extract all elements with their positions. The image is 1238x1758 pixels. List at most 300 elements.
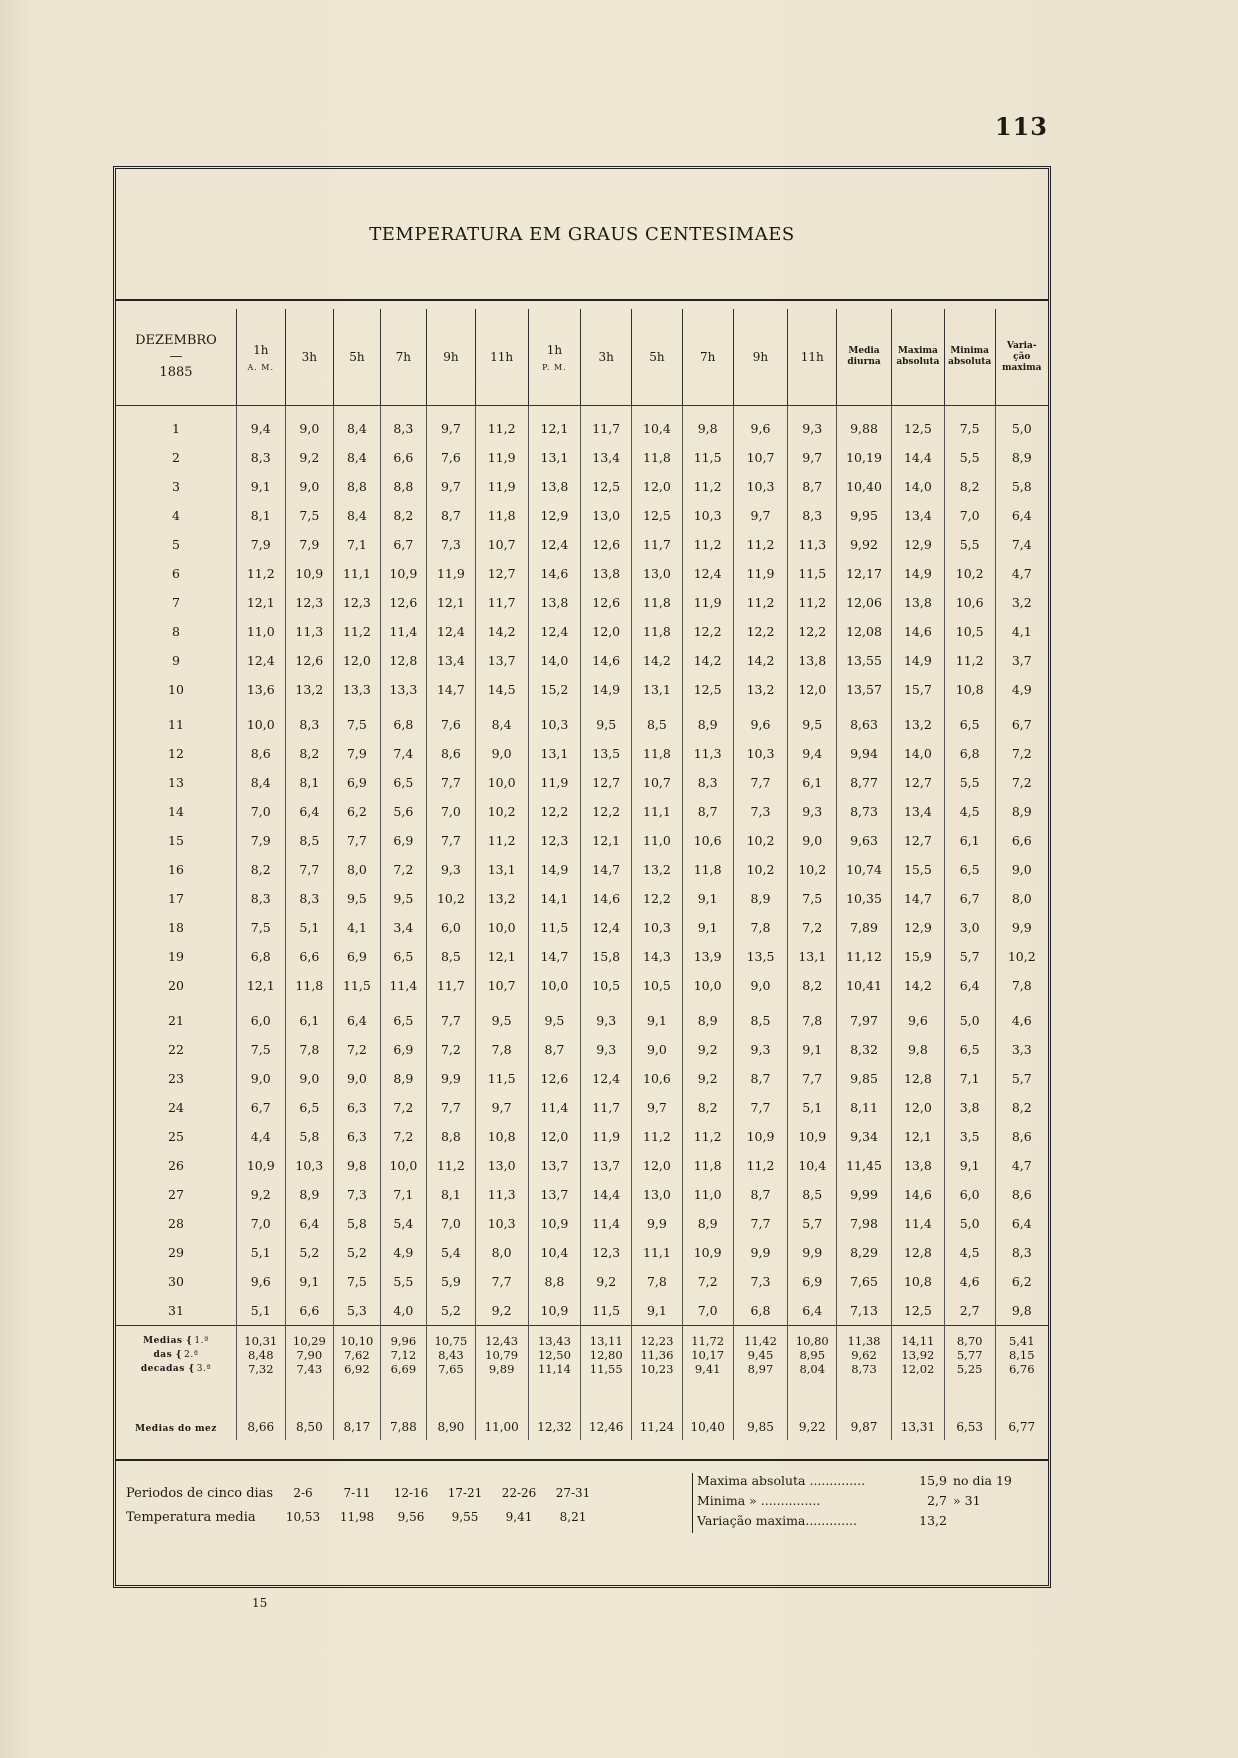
value-cell: 9,1 [632, 1006, 683, 1035]
value-cell: 10,35 [837, 884, 892, 913]
day-cell: 21 [168, 1013, 184, 1028]
periods-block [126, 1481, 600, 1529]
decade-label-line: das { 2.ª [153, 1350, 199, 1360]
value-cell: 9,92 [837, 530, 892, 559]
value-cell: 9,99 [837, 1180, 892, 1209]
value-cell: 8,8 [334, 472, 380, 501]
value-cell: 8,2 [285, 739, 334, 768]
hour-header [236, 309, 285, 406]
value-cell: 10,0 [380, 1151, 426, 1180]
table-row [116, 913, 1048, 942]
value-cell: 11,2 [682, 530, 733, 559]
decade-mean-cell [632, 1326, 683, 1385]
value-cell: 8,1 [236, 501, 285, 530]
value-cell: 6,5 [380, 1006, 426, 1035]
value-cell: 9,9 [632, 1209, 683, 1238]
value-cell: 11,8 [632, 617, 683, 646]
value-cell: 10,9 [788, 1122, 837, 1151]
value-cell: 7,7 [733, 1209, 788, 1238]
value-cell: 4,5 [944, 797, 995, 826]
value-cell: 5,9 [427, 1267, 476, 1296]
value-cell: 8,1 [427, 1180, 476, 1209]
month-mean-cell: 8,66 [236, 1384, 285, 1440]
table-row [116, 1122, 1048, 1151]
value-cell: 11,2 [944, 646, 995, 675]
decade-mean-cell [944, 1326, 995, 1385]
value-cell: 9,1 [788, 1035, 837, 1064]
value-cell: 9,8 [891, 1035, 944, 1064]
decade-mean-cell [995, 1326, 1048, 1385]
month-means-row [116, 1384, 1048, 1440]
value-cell: 4,0 [380, 1296, 426, 1326]
decade-marker: 3.ª [196, 1364, 212, 1374]
month-mean-cell: 13,31 [891, 1384, 944, 1440]
value-cell: 14,4 [581, 1180, 632, 1209]
temp-media-label: Temperatura media [126, 1509, 256, 1525]
value-cell: 11,7 [581, 406, 632, 444]
value-cell: 6,3 [334, 1093, 380, 1122]
value-cell: 14,9 [528, 855, 581, 884]
decade-mean-value: 7,32 [247, 1362, 274, 1376]
decade-mean-cell [837, 1326, 892, 1385]
value-cell: 12,6 [380, 588, 426, 617]
value-cell: 12,1 [427, 588, 476, 617]
value-cell: 14,6 [891, 1180, 944, 1209]
day-cell: 10 [168, 682, 184, 697]
variacao-line: ção [1013, 351, 1031, 362]
value-cell: 9,1 [236, 472, 285, 501]
value-cell: 10,2 [995, 942, 1048, 971]
period-temp: 9,56 [397, 1510, 425, 1524]
value-cell: 8,7 [788, 472, 837, 501]
value-cell: 10,7 [632, 768, 683, 797]
table-title: TEMPERATURA EM GRAUS CENTESIMAES [369, 224, 795, 245]
table-row [116, 710, 1048, 739]
value-cell: 9,2 [475, 1296, 528, 1326]
value-cell: 5,8 [285, 1122, 334, 1151]
decade-mean-value: 11,38 [847, 1334, 881, 1348]
value-cell: 12,7 [475, 559, 528, 588]
value-cell: 10,3 [733, 472, 788, 501]
value-cell: 9,9 [427, 1064, 476, 1093]
value-cell: 9,5 [788, 710, 837, 739]
decade-mean-value: 11,42 [744, 1334, 777, 1348]
value-cell: 10,0 [475, 768, 528, 797]
decade-mean-value: 10,23 [640, 1362, 674, 1376]
value-cell: 5,1 [788, 1093, 837, 1122]
value-cell: 5,2 [334, 1238, 380, 1267]
value-cell: 11,3 [285, 617, 334, 646]
value-cell: 6,7 [944, 884, 995, 913]
month-mean-cell: 6,53 [944, 1384, 995, 1440]
value-cell: 4,9 [995, 675, 1048, 704]
table-row [116, 406, 1048, 444]
value-cell: 12,7 [581, 768, 632, 797]
period-range: 27-31 [555, 1486, 591, 1500]
value-cell: 12,1 [891, 1122, 944, 1151]
value-cell: 13,8 [891, 588, 944, 617]
value-cell: 10,5 [581, 971, 632, 1000]
value-cell: 9,0 [285, 472, 334, 501]
value-cell: 12,1 [236, 588, 285, 617]
value-cell: 10,3 [528, 710, 581, 739]
value-cell: 3,5 [944, 1122, 995, 1151]
value-cell: 7,9 [236, 530, 285, 559]
decade-mean-cell [581, 1326, 632, 1385]
value-cell: 11,4 [380, 971, 426, 1000]
value-cell: 10,2 [788, 855, 837, 884]
decade-mean-value: 10,29 [292, 1334, 326, 1348]
decade-label-text: decadas [140, 1364, 185, 1374]
value-cell: 13,3 [334, 675, 380, 704]
value-cell: 5,1 [236, 1296, 285, 1326]
value-cell: 7,7 [427, 768, 476, 797]
value-cell: 11,9 [427, 559, 476, 588]
value-cell: 12,3 [285, 588, 334, 617]
decade-label-line: decadas { 3.ª [140, 1364, 212, 1374]
value-cell: 4,7 [995, 559, 1048, 588]
value-cell: 14,2 [891, 971, 944, 1000]
value-cell: 14,2 [733, 646, 788, 675]
value-cell: 10,40 [837, 472, 892, 501]
value-cell: 9,34 [837, 1122, 892, 1151]
value-cell: 7,2 [380, 1122, 426, 1151]
decade-mean-value: 8,15 [1008, 1348, 1035, 1362]
value-cell: 8,5 [733, 1006, 788, 1035]
value-cell: 8,5 [632, 710, 683, 739]
value-cell: 9,94 [837, 739, 892, 768]
value-cell: 15,9 [891, 942, 944, 971]
decade-mean-value: 9,96 [390, 1334, 417, 1348]
decade-mean-value: 13,43 [537, 1334, 571, 1348]
value-cell: 8,7 [682, 797, 733, 826]
value-cell: 5,7 [788, 1209, 837, 1238]
value-cell: 9,1 [944, 1151, 995, 1180]
table-row [116, 1209, 1048, 1238]
value-cell: 8,0 [995, 884, 1048, 913]
hour-label: 5h [649, 350, 665, 364]
value-cell: 11,8 [285, 971, 334, 1000]
value-cell: 6,6 [285, 1296, 334, 1326]
value-cell: 12,5 [891, 1296, 944, 1326]
hour-header [788, 309, 837, 406]
value-cell: 6,9 [380, 1035, 426, 1064]
header-row [116, 309, 1048, 406]
period-temp: 9,55 [451, 1510, 479, 1524]
table-row [116, 1151, 1048, 1180]
value-cell: 8,6 [995, 1180, 1048, 1209]
period-temp: 8,21 [559, 1510, 587, 1524]
value-cell: 9,5 [380, 884, 426, 913]
table-row [116, 826, 1048, 855]
value-cell: 7,8 [475, 1035, 528, 1064]
value-cell: 10,6 [944, 588, 995, 617]
value-cell: 9,4 [236, 406, 285, 444]
month-header [116, 309, 236, 406]
period-temp: 9,41 [505, 1510, 533, 1524]
table-row [116, 559, 1048, 588]
value-cell: 11,8 [632, 739, 683, 768]
value-cell: 7,2 [995, 739, 1048, 768]
value-cell: 9,3 [581, 1035, 632, 1064]
value-cell: 11,1 [334, 559, 380, 588]
value-cell: 11,2 [733, 530, 788, 559]
value-cell: 9,8 [995, 1296, 1048, 1326]
value-cell: 13,0 [475, 1151, 528, 1180]
day-cell: 20 [168, 978, 184, 993]
day-cell: 6 [172, 566, 180, 581]
value-cell: 7,7 [334, 826, 380, 855]
decade-mean-value: 5,25 [956, 1362, 983, 1376]
value-cell: 10,9 [380, 559, 426, 588]
value-cell: 4,6 [944, 1267, 995, 1296]
value-cell: 9,8 [334, 1151, 380, 1180]
value-cell: 5,4 [427, 1238, 476, 1267]
decade-mean-value: 9,45 [747, 1348, 774, 1362]
value-cell: 13,0 [632, 1180, 683, 1209]
value-cell: 12,8 [891, 1064, 944, 1093]
value-cell: 5,5 [380, 1267, 426, 1296]
signature-mark: 15 [252, 1596, 268, 1610]
value-cell: 8,8 [380, 472, 426, 501]
decade-mean-value: 5,41 [1008, 1334, 1035, 1348]
day-cell: 29 [168, 1245, 184, 1260]
value-cell: 12,2 [632, 884, 683, 913]
value-cell: 5,3 [334, 1296, 380, 1326]
value-cell: 8,5 [285, 826, 334, 855]
value-cell: 6,5 [380, 942, 426, 971]
value-cell: 7,0 [427, 797, 476, 826]
value-cell: 10,6 [632, 1064, 683, 1093]
value-cell: 14,6 [891, 617, 944, 646]
day-cell: 17 [168, 891, 184, 906]
value-cell: 4,7 [995, 1151, 1048, 1180]
value-cell: 6,4 [285, 797, 334, 826]
value-cell: 7,5 [236, 913, 285, 942]
value-cell: 6,5 [285, 1093, 334, 1122]
value-cell: 11,8 [682, 1151, 733, 1180]
bottom-rule [116, 1459, 1048, 1461]
value-cell: 8,2 [380, 501, 426, 530]
decade-mean-value: 13,92 [901, 1348, 935, 1362]
month-label: DEZEMBRO [135, 333, 217, 348]
value-cell: 9,0 [995, 855, 1048, 884]
value-cell: 6,8 [236, 942, 285, 971]
value-cell: 9,0 [733, 971, 788, 1000]
value-cell: 7,9 [236, 826, 285, 855]
value-cell: 10,3 [632, 913, 683, 942]
value-cell: 15,8 [581, 942, 632, 971]
extreme-value: 13,2 [919, 1513, 947, 1528]
value-cell: 11,2 [632, 1122, 683, 1151]
value-cell: 13,7 [528, 1180, 581, 1209]
decade-mean-value: 9,62 [851, 1348, 877, 1362]
value-cell: 11,9 [581, 1122, 632, 1151]
value-cell: 12,8 [380, 646, 426, 675]
value-cell: 12,0 [632, 1151, 683, 1180]
day-cell: 11 [168, 717, 184, 732]
decade-mean-cell [334, 1326, 380, 1385]
value-cell: 7,1 [380, 1180, 426, 1209]
value-cell: 13,4 [891, 797, 944, 826]
value-cell: 7,7 [733, 1093, 788, 1122]
hour-header [334, 309, 380, 406]
value-cell: 10,3 [475, 1209, 528, 1238]
value-cell: 3,4 [380, 913, 426, 942]
value-cell: 7,98 [837, 1209, 892, 1238]
decade-mean-value: 12,43 [485, 1334, 519, 1348]
value-cell: 12,2 [682, 617, 733, 646]
value-cell: 6,5 [944, 710, 995, 739]
value-cell: 9,0 [334, 1064, 380, 1093]
value-cell: 12,08 [837, 617, 892, 646]
value-cell: 12,6 [581, 588, 632, 617]
table-row [116, 1035, 1048, 1064]
value-cell: 10,2 [944, 559, 995, 588]
value-cell: 10,0 [528, 971, 581, 1000]
value-cell: 13,55 [837, 646, 892, 675]
value-cell: 11,5 [334, 971, 380, 1000]
value-cell: 8,2 [682, 1093, 733, 1122]
table-row [116, 768, 1048, 797]
value-cell: 12,0 [788, 675, 837, 704]
value-cell: 7,5 [788, 884, 837, 913]
extreme-row [697, 1513, 1053, 1533]
decade-mean-cell [380, 1326, 426, 1385]
value-cell: 9,0 [285, 1064, 334, 1093]
value-cell: 3,0 [944, 913, 995, 942]
value-cell: 7,8 [788, 1006, 837, 1035]
value-cell: 6,9 [334, 942, 380, 971]
value-cell: 11,9 [528, 768, 581, 797]
decade-mean-value: 9,89 [488, 1362, 515, 1376]
value-cell: 11,2 [475, 826, 528, 855]
extreme-row [697, 1493, 1053, 1513]
value-cell: 12,1 [581, 826, 632, 855]
value-cell: 13,2 [475, 884, 528, 913]
value-cell: 6,6 [995, 826, 1048, 855]
value-cell: 7,3 [334, 1180, 380, 1209]
value-cell: 12,9 [891, 913, 944, 942]
value-cell: 4,9 [380, 1238, 426, 1267]
value-cell: 13,5 [581, 739, 632, 768]
value-cell: 6,3 [334, 1122, 380, 1151]
value-cell: 5,5 [944, 443, 995, 472]
value-cell: 10,3 [682, 501, 733, 530]
value-cell: 6,4 [788, 1296, 837, 1326]
value-cell: 5,8 [995, 472, 1048, 501]
value-cell: 14,3 [632, 942, 683, 971]
value-cell: 10,4 [528, 1238, 581, 1267]
decade-mean-value: 10,10 [340, 1334, 374, 1348]
value-cell: 8,11 [837, 1093, 892, 1122]
table-row [116, 530, 1048, 559]
value-cell: 7,65 [837, 1267, 892, 1296]
hour-label: 5h [349, 350, 365, 364]
value-cell: 10,8 [944, 675, 995, 704]
value-cell: 12,9 [528, 501, 581, 530]
value-cell: 6,0 [427, 913, 476, 942]
value-cell: 13,57 [837, 675, 892, 704]
value-cell: 7,4 [380, 739, 426, 768]
decade-mean-cell [682, 1326, 733, 1385]
day-cell: 5 [172, 537, 180, 552]
decade-mean-value: 8,95 [799, 1348, 826, 1362]
value-cell: 8,4 [334, 406, 380, 444]
value-cell: 8,3 [380, 406, 426, 444]
value-cell: 7,6 [427, 710, 476, 739]
value-cell: 13,0 [581, 501, 632, 530]
value-cell: 6,5 [944, 855, 995, 884]
decade-mean-cell [788, 1326, 837, 1385]
value-cell: 9,5 [475, 1006, 528, 1035]
value-cell: 6,7 [380, 530, 426, 559]
month-mean-cell: 6,77 [995, 1384, 1048, 1440]
value-cell: 10,74 [837, 855, 892, 884]
value-cell: 11,9 [475, 472, 528, 501]
value-cell: 9,63 [837, 826, 892, 855]
value-cell: 6,4 [995, 1209, 1048, 1238]
day-cell: 3 [172, 479, 180, 494]
day-cell: 28 [168, 1216, 184, 1231]
value-cell: 7,2 [995, 768, 1048, 797]
value-cell: 11,1 [632, 1238, 683, 1267]
value-cell: 8,9 [380, 1064, 426, 1093]
value-cell: 14,0 [891, 472, 944, 501]
value-cell: 4,4 [236, 1122, 285, 1151]
day-cell: 26 [168, 1158, 184, 1173]
month-mean-cell: 8,90 [427, 1384, 476, 1440]
media-diurna-line: Media [848, 346, 880, 356]
value-cell: 10,2 [475, 797, 528, 826]
variacao-line: Varia- [1006, 340, 1037, 351]
minima-line: Minima [950, 346, 990, 356]
value-cell: 8,1 [285, 768, 334, 797]
value-cell: 11,9 [475, 443, 528, 472]
value-cell: 9,1 [682, 913, 733, 942]
value-cell: 9,6 [733, 710, 788, 739]
value-cell: 10,4 [788, 1151, 837, 1180]
value-cell: 9,8 [682, 406, 733, 444]
table-row [116, 443, 1048, 472]
value-cell: 12,6 [285, 646, 334, 675]
value-cell: 11,5 [475, 1064, 528, 1093]
hour-header [733, 309, 788, 406]
value-cell: 8,9 [682, 710, 733, 739]
period-range: 17-21 [447, 1486, 483, 1500]
value-cell: 14,9 [891, 646, 944, 675]
value-cell: 5,5 [944, 530, 995, 559]
value-cell: 10,3 [733, 739, 788, 768]
value-cell: 7,7 [788, 1064, 837, 1093]
value-cell: 12,0 [334, 646, 380, 675]
value-cell: 7,7 [475, 1267, 528, 1296]
value-cell: 10,0 [475, 913, 528, 942]
value-cell: 7,8 [733, 913, 788, 942]
value-cell: 8,3 [236, 884, 285, 913]
value-cell: 8,9 [733, 884, 788, 913]
value-cell: 9,95 [837, 501, 892, 530]
value-cell: 14,7 [891, 884, 944, 913]
value-cell: 6,5 [944, 1035, 995, 1064]
value-cell: 11,4 [380, 617, 426, 646]
value-cell: 7,0 [944, 501, 995, 530]
decade-mean-cell [285, 1326, 334, 1385]
value-cell: 13,5 [733, 942, 788, 971]
value-cell: 11,2 [682, 1122, 733, 1151]
value-cell: 7,6 [427, 443, 476, 472]
month-mean-cell: 11,00 [475, 1384, 528, 1440]
